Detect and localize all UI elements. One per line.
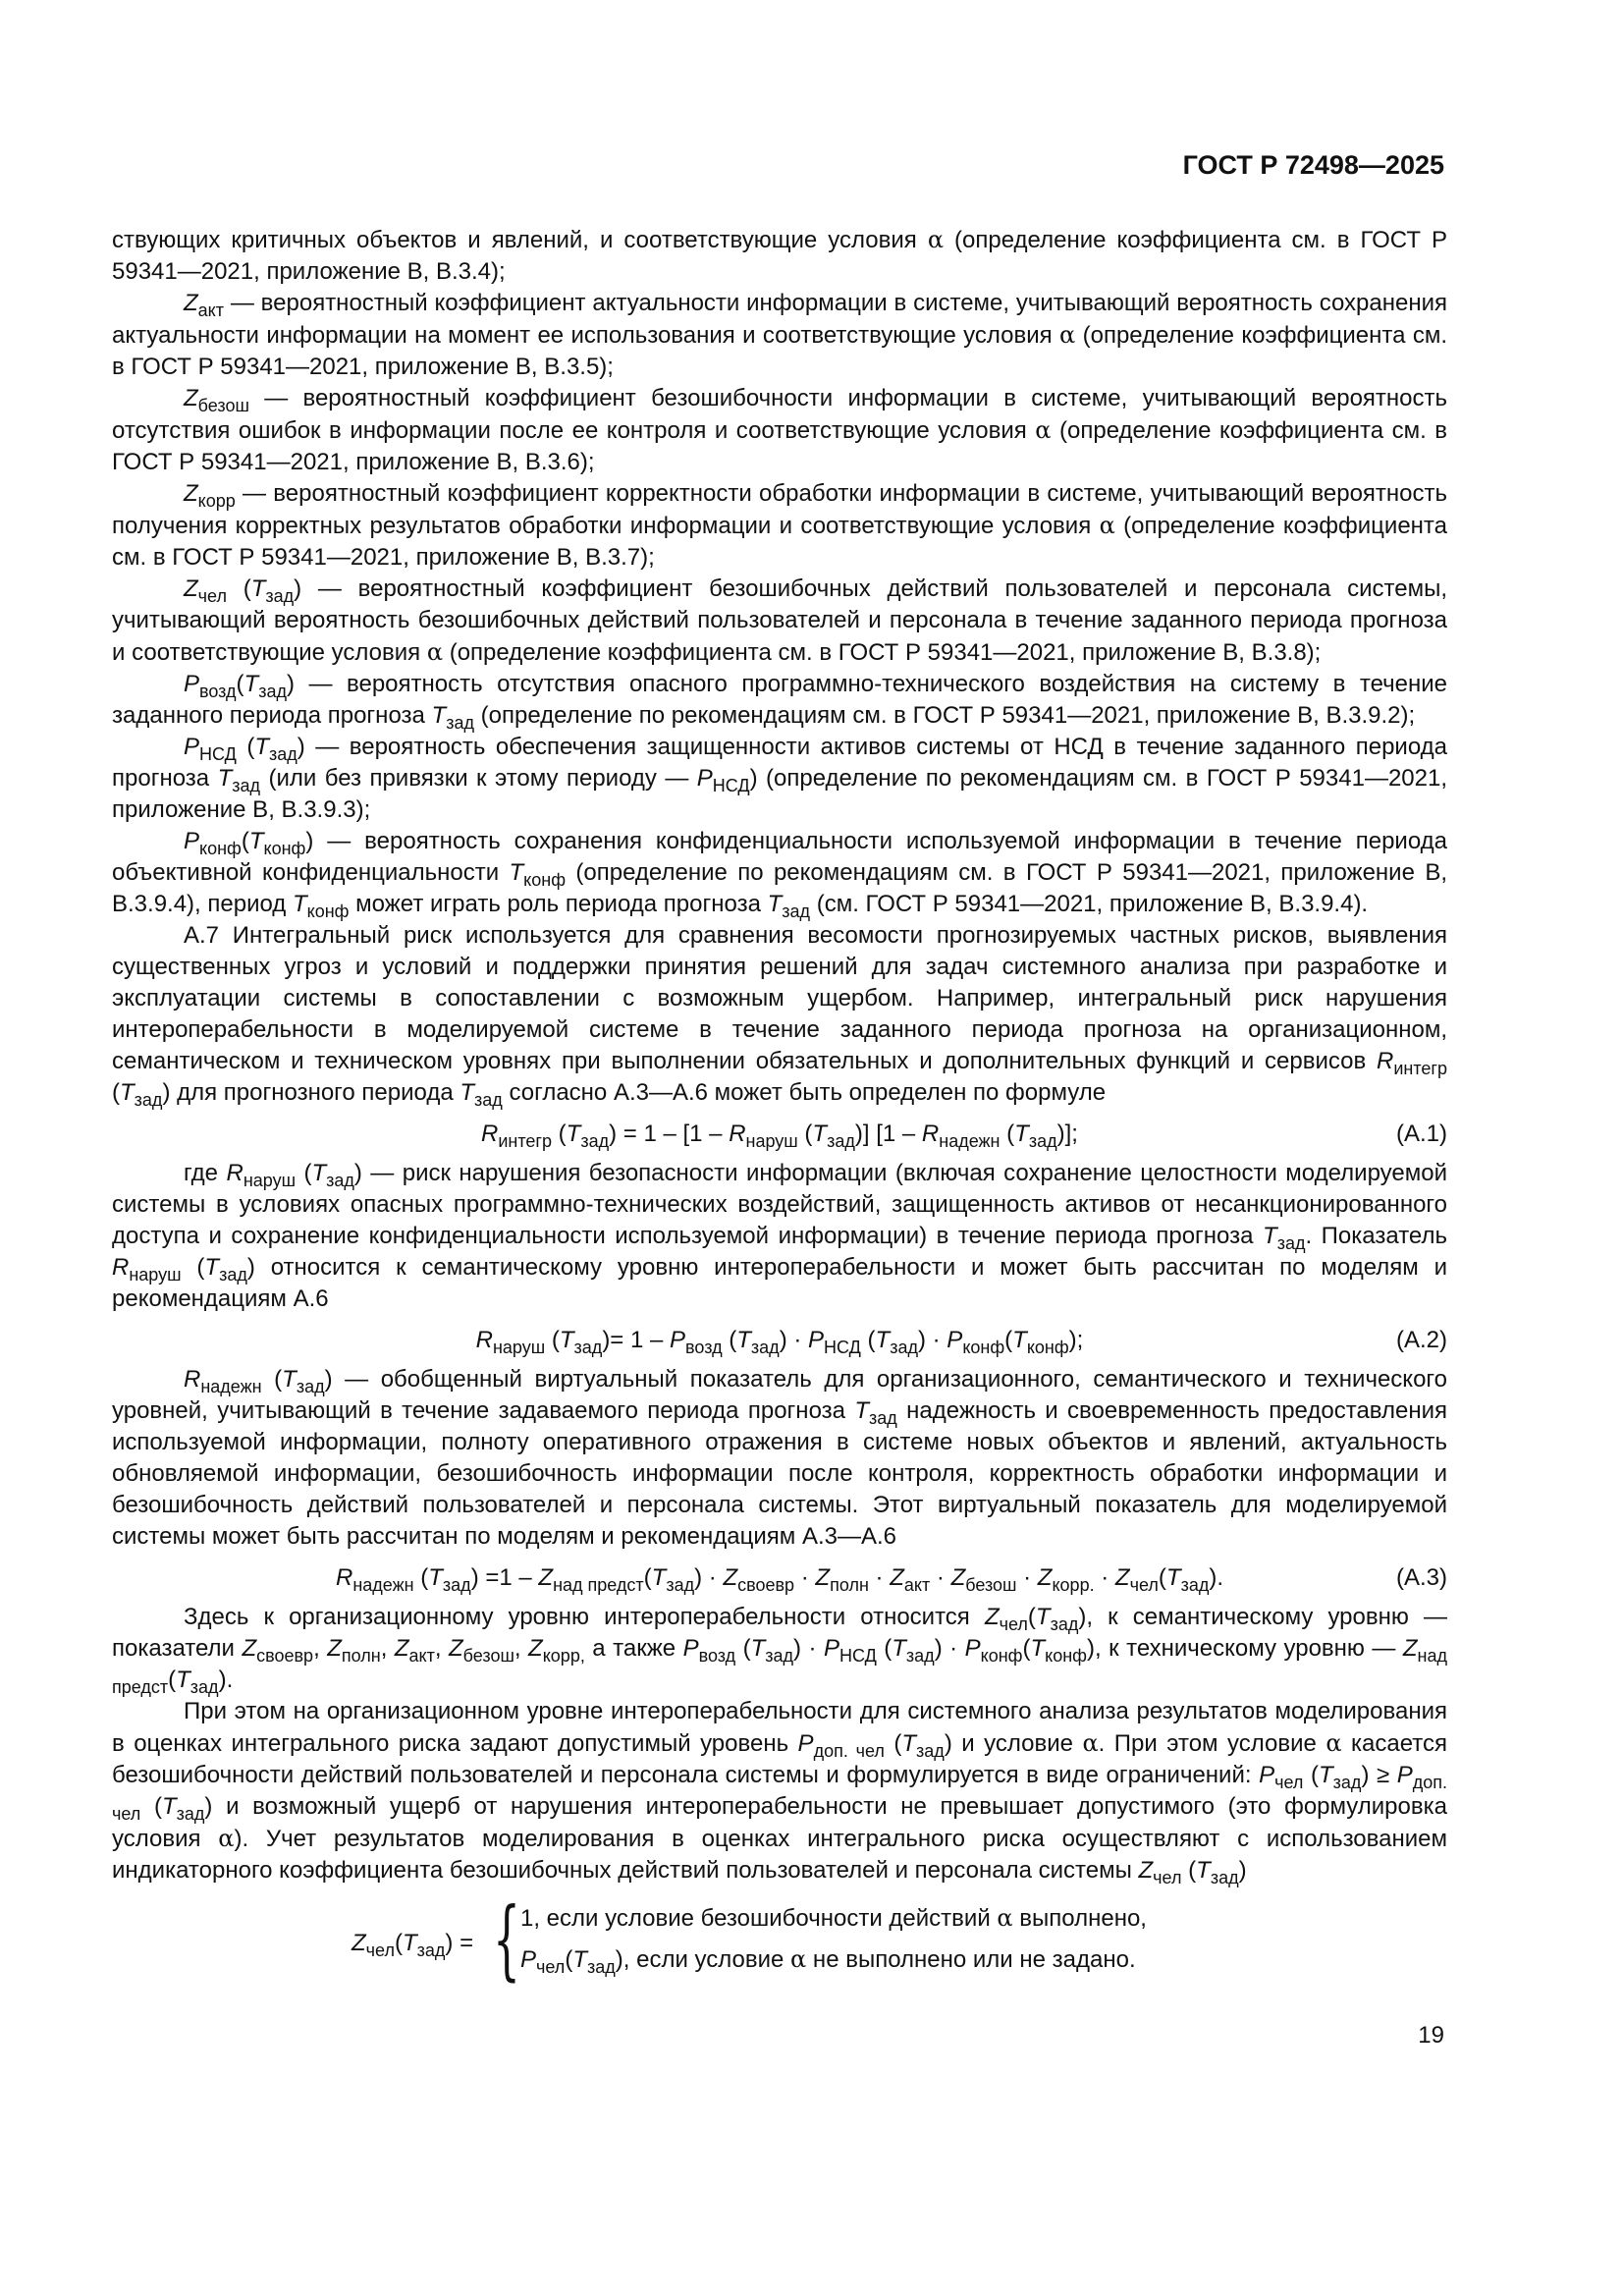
page-number: 19 bbox=[1418, 2022, 1444, 2049]
paragraph: $P_{конф}(T_{конф})$ — вероятность сохранения конфиденциальности используемой информации в течение периода объективной конфиденциальности $T_{конф}$ (определение по рекомендациям см. в ГОСТ Р 59341—2021, приложение В, В.3.9.4), период $T_{конф}$ может играть роль периода прогноза $T_{зад}$ (см. ГОСТ Р 59341—2021, приложение В, В.3.9.4). bbox=[112, 828, 1448, 921]
formula-a3: $R_{надежн}$ $(T_{зад}) =1 - Z_{над предст}(T_{зад}) \cdot Z_{своевр} \cdot Z_{полн} \cdot Z_{акт} \cdot Z_{безош} \cdot Z_{корр.} \cdot Z_{чел}(T_{зад})$. (А.3) bbox=[112, 1558, 1447, 1598]
formula-number: (А.2) bbox=[1395, 1327, 1447, 1353]
piecewise-case-1: 1, если условие безошибочности действий α выполнено, bbox=[520, 1904, 1147, 1932]
formula-a1: $R_{интегр}$ $(T_{зад}) = 1 - [1 - R_{наруш}$ $(T_{зад})$] [$1 - R_{надежн}$ $(T_{зад})$]; (А.1) bbox=[112, 1115, 1447, 1154]
left-brace-icon: { bbox=[493, 1888, 520, 1990]
paragraph: $Z_{чел}$ $(T_{зад})$ — вероятностный коэффициент безошибочных действий пользователей и персонала системы, учитывающий вероятность безошибочных действий пользователей и персонала в течение заданного периода прогноза и соответствующие условия α (определение коэффициента см. в ГОСТ Р 59341—2021, приложение В, В.3.8); bbox=[112, 575, 1447, 666]
piecewise-lhs: $Z_{чел}(T_{зад})$ = bbox=[352, 1930, 474, 1960]
paragraph: Здесь к организационному уровню интероперабельности относится $Z_{чел}(T_{зад})$, к семантическому уровню — показатели $Z_{своевр}$, $Z_{полн}$, $Z_{акт}$, $Z_{безош}$, $Z_{корр,}$ а также $P_{возд}$ $(T_{зад}) \cdot P_{НСД}$ $(T_{зад}) \cdot P_{конф}(T_{конф})$, к техническому уровню — $Z_{над предст}(T_{зад})$. bbox=[112, 1604, 1448, 1697]
page-content bbox=[112, 224, 1447, 2000]
paragraph: $Z_{безош}$ — вероятностный коэффициент безошибочности информации в системе, учитывающий вероятность отсутствия ошибок в информации после ее контроля и соответствующие условия α (определение коэффициента см. в ГОСТ Р 59341—2021, приложение В, В.3.6); bbox=[112, 385, 1448, 475]
paragraph: $Z_{акт}$ — вероятностный коэффициент актуальности информации в системе, учитывающий вероятность сохранения актуальности информации на момент ее использования и соответствующие условия α (определение коэффициента см. в ГОСТ Р 59341—2021, приложение В, В.3.5); bbox=[112, 290, 1447, 380]
piecewise-case-2: $P_{чел}(T_{зад})$, если условие α не выполнено или не задано. bbox=[520, 1945, 1136, 1977]
document-code: ГОСТ Р 72498—2025 bbox=[1182, 150, 1444, 180]
paragraph: $P_{НСД}$ $(T_{зад})$ — вероятность обеспечения защищенности активов системы от НСД в течение заданного периода прогноза $T_{зад}$ (или без привязки к этому периоду — $P_{НСД}$) (определение по рекомендациям см. в ГОСТ Р 59341—2021, приложение В, В.3.9.3); bbox=[112, 734, 1448, 823]
paragraph: При этом на организационном уровне интероперабельности для системного анализа результатов моделирования в оценках интегрального риска задают допустимый уровень $P_{доп. чел}$ $(T_{зад})$ и условие α. При этом условие α касается безошибочности действий пользователей и персонала системы и формулируется в виде ограничений: $P_{чел}$ $(T_{зад}) \ge P_{доп. чел}$ $(T_{зад})$ и возможный ущерб от нарушения интероперабельности не превышает допустимого (это формулировка условия α). Учет результатов моделирования в оценках интегрального риска осуществляют с использованием индикаторного коэффициента безошибочных действий пользователей и персонала системы $Z_{чел}$ $(T_{зад})$ bbox=[112, 1698, 1448, 1887]
piecewise-formula bbox=[112, 1888, 1447, 2000]
paragraph: А.7 Интегральный риск используется для сравнения весомости прогнозируемых частных рисков, выявления существенных угроз и условий и поддержки принятия решений для задач системного анализа при разработке и эксплуатации системы в сопоставлении с возможным ущербом. Например, интегральный риск нарушения интероперабельности в моделируемой системе в течение заданного периода прогноза на организационном, семантическом и техническом уровнях при выполнении обязательных и дополнительных функций и сервисов $R_{интегр}$ $(T_{зад})$ для прогнозного периода $T_{зад}$ согласно А.3—А.6 может быть определен по формуле bbox=[112, 922, 1447, 1110]
paragraph: $R_{надежн}$ $(T_{зад})$ — обобщенный виртуальный показатель для организационного, семантического и технического уровней, учитывающий в течение задаваемого периода прогноза $T_{зад}$ надежность и своевременность предоставления используемой информации, полноту оперативного отражения в системе новых объектов и явлений, актуальность обновляемой информации, безошибочность информации после контроля, корректность обработки информации и безошибочность действий пользователей и персонала системы. Этот виртуальный показатель для моделируемой системы может быть рассчитан по моделям и рекомендациям А.3—А.6 bbox=[112, 1366, 1448, 1550]
formula-a2: $R_{наруш}$ $(T_{зад})= 1 - P_{возд}$ $(T_{зад}) \cdot P_{НСД}$ $(T_{зад}) \cdot P_{конф}(T_{конф})$; (А.2) bbox=[112, 1321, 1447, 1360]
formula-number: (А.1) bbox=[1395, 1121, 1447, 1147]
paragraph: где $R_{наруш}$ $(T_{зад})$ — риск нарушения безопасности информации (включая сохранение целостности моделируемой системы в условиях опасных программно-технических воздействий, защищенность активов от несанкционированного доступа и сохранение конфиденциальности используемой информации) в течение периода прогноза $T_{зад}$. Показатель $R_{наруш}$ $(T_{зад})$ относится к семантическому уровню интероперабельности и может быть рассчитан по моделям и рекомендациям А.6 bbox=[112, 1160, 1448, 1312]
formula-number: (А.3) bbox=[1395, 1564, 1447, 1591]
paragraph: ствующих критичных объектов и явлений, и соответствующие условия α (определение коэффициента см. в ГОСТ Р 59341—2021, приложение В, В.3.4); bbox=[112, 226, 1448, 285]
paragraph: $P_{возд}(T_{зад})$ — вероятность отсутствия опасного программно-технического воздействия на систему в течение заданного периода прогноза $T_{зад}$ (определение по рекомендациям см. в ГОСТ Р 59341—2021, приложение В, В.3.9.2); bbox=[112, 671, 1447, 733]
paragraph: $Z_{корр}$ — вероятностный коэффициент корректности обработки информации в системе, учитывающий вероятность получения корректных результатов обработки информации и соответствующие условия α (определение коэффициента см. в ГОСТ Р 59341—2021, приложение В, В.3.7); bbox=[112, 480, 1447, 571]
